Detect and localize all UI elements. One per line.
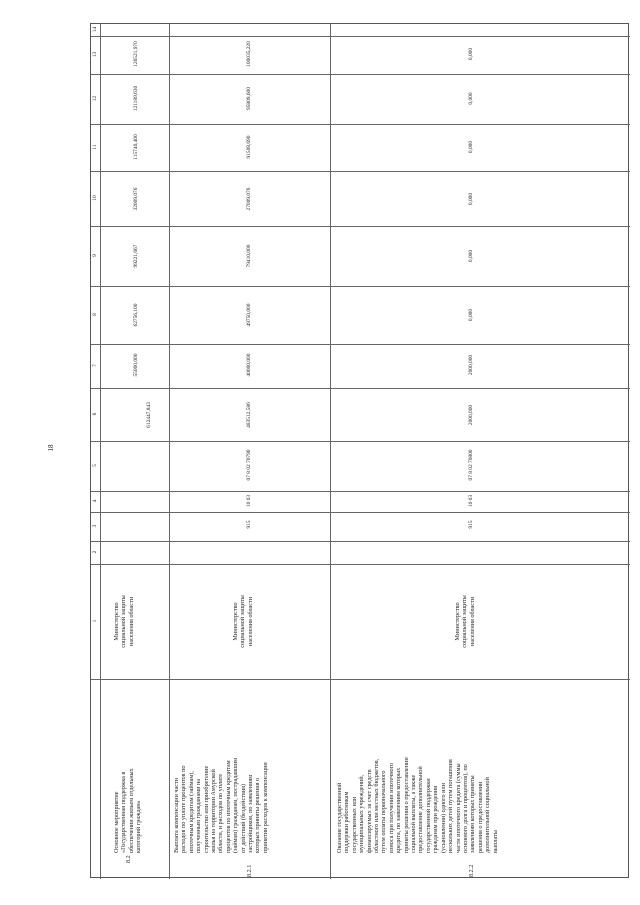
value-col11: 27009,076 <box>246 187 252 211</box>
col-header-10: 10 <box>92 195 98 201</box>
value-col10: 99221,667 <box>133 244 139 268</box>
row-id: 8.2 <box>125 855 132 863</box>
value-col12: 0,000 <box>468 140 474 154</box>
csr-code: 07 8 02 70800 <box>468 449 474 481</box>
rzpr-code: 10 03 <box>246 494 252 508</box>
row-name: Выплата компенсации части расходов по уплате процентов по ипотечным кредитам (займам), полученным гражданами на строительство или приобретение жилья на территории Амурской области, и расходов по уплате процентов по ипотечным кредитам (займам) гражданам, пострадавшим от действий (бездействия) застройщиков, по заявлениям которых приняты решения о принятии расходов к компенсации <box>173 757 269 853</box>
csr-code: 07 8 02 70790 <box>246 449 252 481</box>
row-executor: Министерство социальной защиты населения области <box>232 595 254 648</box>
value-col13: 95809,600 <box>246 87 252 110</box>
value-col9: 62756,100 <box>133 303 139 327</box>
col-header-7: 7 <box>92 364 98 367</box>
rzpr-code: 10 03 <box>468 494 474 508</box>
value-col14: 0,000 <box>468 47 474 61</box>
col-header-2: 2 <box>92 550 98 554</box>
value-col14: 100035,220 <box>246 41 252 67</box>
value-col12: 91508,690 <box>246 135 252 159</box>
value-col8: 2000,000 <box>468 354 474 376</box>
col-header-5: 5 <box>92 464 98 467</box>
value-col7: 2000,000 <box>468 404 474 426</box>
grbs-code: 915 <box>468 520 474 529</box>
row-name: Оказание государственной поддержки работникам государственных или муниципальных учреждений, финансируемых за счет средств областного или местных бюджетов, путем оплаты первоначального взноса при получении ипотечного кредита, по заявлениям которых приняты решения о предоставлении социальной выплаты, а также предоставление дополнительной государственной поддержки гражданам при рождении (усыновлении) одного или нескольких детей путем погашения части ипотечного кредита (суммы основного долга и процентов), по заявлениям которых приняты решения о предоставлении дополнительной социальной выплаты <box>336 757 499 853</box>
value-col9: 0,000 <box>468 308 474 322</box>
value-col11: 0,000 <box>468 192 474 206</box>
value-col7: 483512,586 <box>246 402 252 428</box>
grbs-code: 915 <box>246 520 252 529</box>
col-header-14: 14 <box>92 26 98 33</box>
value-col10: 0,000 <box>468 249 474 263</box>
col-header-13: 13 <box>92 51 98 58</box>
col-header-6: 6 <box>92 412 98 416</box>
col-header-11: 11 <box>92 144 98 150</box>
col-header-1: 1 <box>92 619 98 623</box>
value-col10: 79410,000 <box>246 244 252 268</box>
row-id: 8.2.2 <box>468 864 475 877</box>
value-col8: 40000,000 <box>246 353 252 377</box>
value-col13: 121189,630 <box>133 85 139 112</box>
col-header-9: 9 <box>92 254 98 257</box>
row-id: 8.2.1 <box>246 864 253 877</box>
budget-table <box>90 23 629 878</box>
value-col11: 32009,076 <box>133 187 139 211</box>
value-col9: 49750,000 <box>246 303 252 327</box>
col-header-8: 8 <box>92 313 98 316</box>
value-col14: 126521,970 <box>133 41 139 67</box>
col-header-3: 3 <box>92 524 98 528</box>
col-header-4: 4 <box>92 499 98 503</box>
value-col13: 0,000 <box>468 92 474 105</box>
value-col7: 612447,843 <box>146 402 152 428</box>
row-name: Основное мероприятие «Государственная поддержка в обеспечении жильем отдельных категорий граждан» <box>113 768 143 853</box>
value-col12: 115740,400 <box>133 134 139 160</box>
row-executor: Министерство социальной защиты населения области <box>454 595 476 648</box>
col-header-12: 12 <box>92 95 98 102</box>
row-executor: Министерство социальной защиты населения области <box>113 595 135 648</box>
page-number: 18 <box>47 444 55 452</box>
value-col8: 55000,000 <box>133 353 139 377</box>
